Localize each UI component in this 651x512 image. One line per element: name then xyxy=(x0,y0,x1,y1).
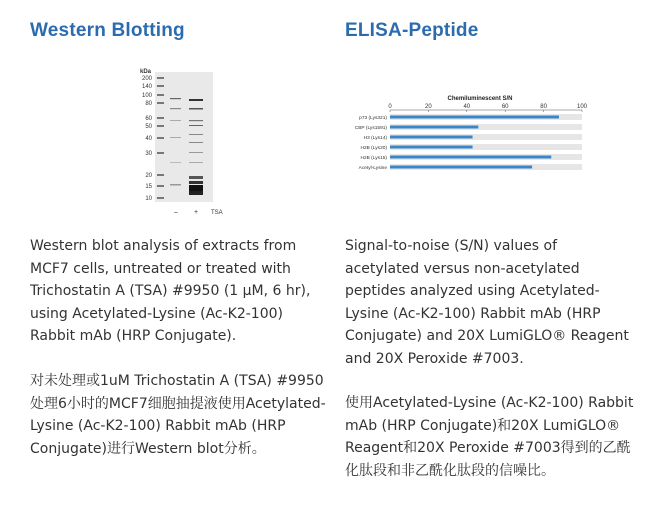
western-blot-image xyxy=(110,62,280,222)
bar-acetyl-lysine xyxy=(390,166,532,169)
western-description-zh: 对未处理或1uM Trichostatin A (TSA) #9950处理6小时的MCF7细胞抽提液使用Acetylated-Lysine (Ac-K2-100) Rabbit mAb (HRP Conjugate)进行Western blot分析。 xyxy=(30,373,326,457)
lane-minus-label: – xyxy=(174,209,178,216)
plus-lane-band xyxy=(189,181,203,184)
plus-lane-band xyxy=(189,99,203,101)
marker-label-80: 80 xyxy=(145,101,152,107)
marker-label-100: 100 xyxy=(141,93,152,99)
tsa-label: TSA xyxy=(211,210,223,216)
x-tick-label: 60 xyxy=(501,104,509,110)
western-blot-figure xyxy=(110,62,280,222)
x-tick-label: 0 xyxy=(388,104,392,110)
minus-lane-band xyxy=(170,120,181,121)
western-blotting-title: Western Blotting xyxy=(30,20,185,41)
marker-label-15: 15 xyxy=(145,184,152,190)
ladder-band xyxy=(157,125,164,127)
bar-p73-lys321- xyxy=(390,116,559,119)
minus-lane-band xyxy=(170,137,181,138)
plus-lane-band xyxy=(189,191,203,195)
elisa-chart-svg xyxy=(345,92,588,182)
bar-h3-lys14- xyxy=(390,136,473,139)
ladder-band xyxy=(157,197,164,199)
ladder-band xyxy=(157,152,164,154)
lane-plus-label: + xyxy=(193,209,199,216)
ladder-band xyxy=(157,102,164,104)
elisa-description-zh: 使用Acetylated-Lysine (Ac-K2-100) Rabbit mAb (HRP Conjugate)和20X LumiGLO® Reagent和20X Peroxide #7003得到的乙酰化肽段和非乙酰化肽段的信噪比。 xyxy=(345,395,634,479)
kda-label: kDa xyxy=(140,69,152,75)
minus-lane-band xyxy=(170,184,181,186)
ladder-band xyxy=(157,137,164,139)
plus-lane-band xyxy=(189,108,203,110)
minus-lane-band xyxy=(170,108,181,109)
elisa-peptide-title: ELISA-Peptide xyxy=(345,20,479,41)
ladder-band xyxy=(157,77,164,79)
elisa-description-en: Signal-to-noise (S/N) values of acetylated versus non-acetylated peptides analyzed using Acetylated-Lysine (Ac-K2-100) Rabbit mAb (HRP Conjugate) and 20X LumiGLO® Reagent and 20X Peroxide #7003. xyxy=(345,238,629,367)
marker-label-60: 60 xyxy=(145,116,152,122)
ladder-band xyxy=(157,174,164,176)
plus-lane-band xyxy=(189,125,203,126)
plus-lane-band xyxy=(189,176,203,179)
marker-label-30: 30 xyxy=(145,151,152,157)
category-label: H2B (Lys20) xyxy=(360,146,387,151)
minus-lane-band xyxy=(170,162,181,163)
ladder-band xyxy=(157,185,164,187)
elisa-chart xyxy=(345,92,588,182)
bar-h2b-lys20- xyxy=(390,146,473,149)
x-tick-label: 80 xyxy=(540,104,547,110)
minus-lane-band xyxy=(170,98,181,99)
category-label: CBP (Lys1591) xyxy=(354,126,387,131)
ladder-band xyxy=(157,94,164,96)
category-label: Acetyl-Lysine xyxy=(358,166,387,171)
x-tick-label: 100 xyxy=(576,104,588,110)
plus-lane-band xyxy=(189,142,203,143)
marker-label-200: 200 xyxy=(141,76,152,82)
marker-label-50: 50 xyxy=(145,124,152,130)
plus-lane-band xyxy=(189,120,203,121)
plus-lane-band xyxy=(189,134,203,135)
plus-lane-band xyxy=(189,152,203,153)
bar-h2b-lys15- xyxy=(390,156,551,159)
plus-lane-band xyxy=(189,162,203,163)
x-tick-label: 20 xyxy=(425,104,432,110)
plus-lane-band xyxy=(189,185,203,191)
ladder-band xyxy=(157,117,164,119)
chart-title: Chemiluminescent S/N xyxy=(447,96,513,102)
ladder-band xyxy=(157,85,164,87)
category-label: H2B (Lys15) xyxy=(360,156,387,161)
bar-cbp-lys1591- xyxy=(390,126,478,129)
category-label: p73 (Lys321) xyxy=(359,116,387,121)
marker-label-10: 10 xyxy=(145,196,152,202)
marker-label-40: 40 xyxy=(145,136,152,142)
x-tick-label: 40 xyxy=(463,104,471,110)
western-description-en: Western blot analysis of extracts from MCF7 cells, untreated or treated with Trichostatin A (TSA) #9950 (1 μM, 6 hr), using Acetylated-Lysine (Ac-K2-100) Rabbit mAb (HRP Conjugate). xyxy=(30,238,311,344)
marker-label-20: 20 xyxy=(145,173,152,179)
marker-label-140: 140 xyxy=(141,84,152,90)
category-label: H3 (Lys14) xyxy=(363,136,387,141)
